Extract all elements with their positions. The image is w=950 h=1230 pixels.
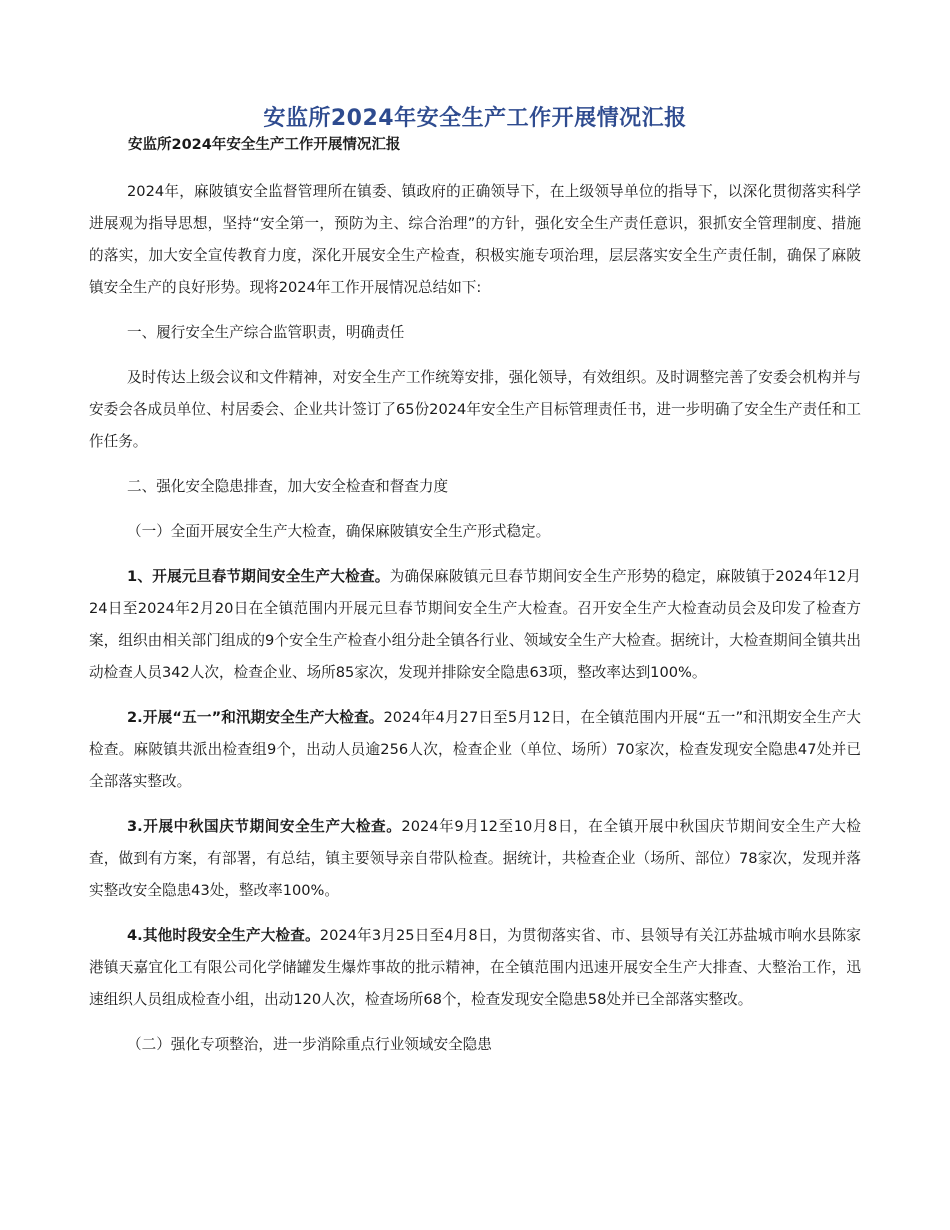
item-lead: 2.开展“五一”和汛期安全生产大检查。 — [127, 709, 384, 726]
heading-section-2: 二、强化安全隐患排查，加大安全检查和督查力度 — [127, 478, 449, 495]
paragraph-intro: 2024年，麻陂镇安全监督管理所在镇委、镇政府的正确领导下，在上级领导单位的指导下，以深化贯彻落实科学进展观为指导思想，坚持“安全第一，预防为主、综合治理”的方针，强化安全生产责任意识，狠抓安全管理制度、措施的落实，加大安全宣传教育力度，深化开展安全生产检查，积极实施专项治理，层层落实安全生产责任制，确保了麻陂镇安全生产的良好形势。现将2024年工作开展情况总结如下: — [89, 183, 861, 296]
heading-section-1: 一、履行安全生产综合监管职责，明确责任 — [127, 324, 405, 341]
item-lead: 4.其他时段安全生产大检查。 — [127, 927, 320, 944]
item-lead: 1、开展元旦春节期间安全生产大检查。 — [127, 568, 390, 585]
document-subtitle: 安监所2024年安全生产工作开展情况汇报 — [128, 137, 401, 153]
paragraph-item-3: 3.开展中秋国庆节期间安全生产大检查。2024年9月12至10月8日，在全镇开展中秋国庆节期间安全生产大检查，做到有方案，有部署，有总结，镇主要领导亲自带队检查。据统计，共检查企业（场所、部位）78家次，发现并落实整改安全隐患43处，整改率100%。 — [89, 818, 862, 899]
paragraph-item-4: 4.其他时段安全生产大检查。2024年3月25日至4月8日，为贯彻落实省、市、县领导有关江苏盐城市响水县陈家港镇天嘉宜化工有限公司化学储罐发生爆炸事故的批示精神，在全镇范围内迅速开展安全生产大排查、大整治工作，迅速组织人员组成检查小组，出动120人次，检查场所68个，检查发现安全隐患58处并已全部落实整改。 — [89, 927, 861, 1008]
heading-subsection-1: （一）全面开展安全生产大检查，确保麻陂镇安全生产形式稳定。 — [127, 523, 551, 540]
document-title: 安监所2024年安全生产工作开展情况汇报 — [263, 106, 687, 131]
heading-subsection-2: （二）强化专项整治，进一步消除重点行业领域安全隐患 — [127, 1036, 492, 1053]
paragraph-item-1: 1、开展元旦春节期间安全生产大检查。为确保麻陂镇元旦春节期间安全生产形势的稳定，麻陂镇于2024年12月24日至2024年2月20日在全镇范围内开展元旦春节期间安全生产大检查。召开安全生产大检查动员会及印发了检查方案，组织由相关部门组成的9个安全生产检查小组分赴全镇各行业、领域安全生产大检查。据统计，大检查期间全镇共出动检查人员342人次，检查企业、场所85家次，发现并排除安全隐患63项，整改率达到100%。 — [89, 568, 862, 681]
item-lead: 3.开展中秋国庆节期间安全生产大检查。 — [127, 818, 402, 835]
document-body — [89, 176, 861, 1074]
paragraph-item-2: 2.开展“五一”和汛期安全生产大检查。2024年4月27日至5月12日，在全镇范围内开展“五一”和汛期安全生产大检查。麻陂镇共派出检查组9个，出动人员逾256人次，检查企业（单位、场所）70家次，检查发现安全隐患47处并已全部落实整改。 — [89, 709, 861, 790]
paragraph-section-1: 及时传达上级会议和文件精神，对安全生产工作统筹安排，强化领导，有效组织。及时调整完善了安委会机构并与安委会各成员单位、村居委会、企业共计签订了65份2024年安全生产目标管理责任书，进一步明确了安全生产责任和工作任务。 — [89, 369, 861, 450]
